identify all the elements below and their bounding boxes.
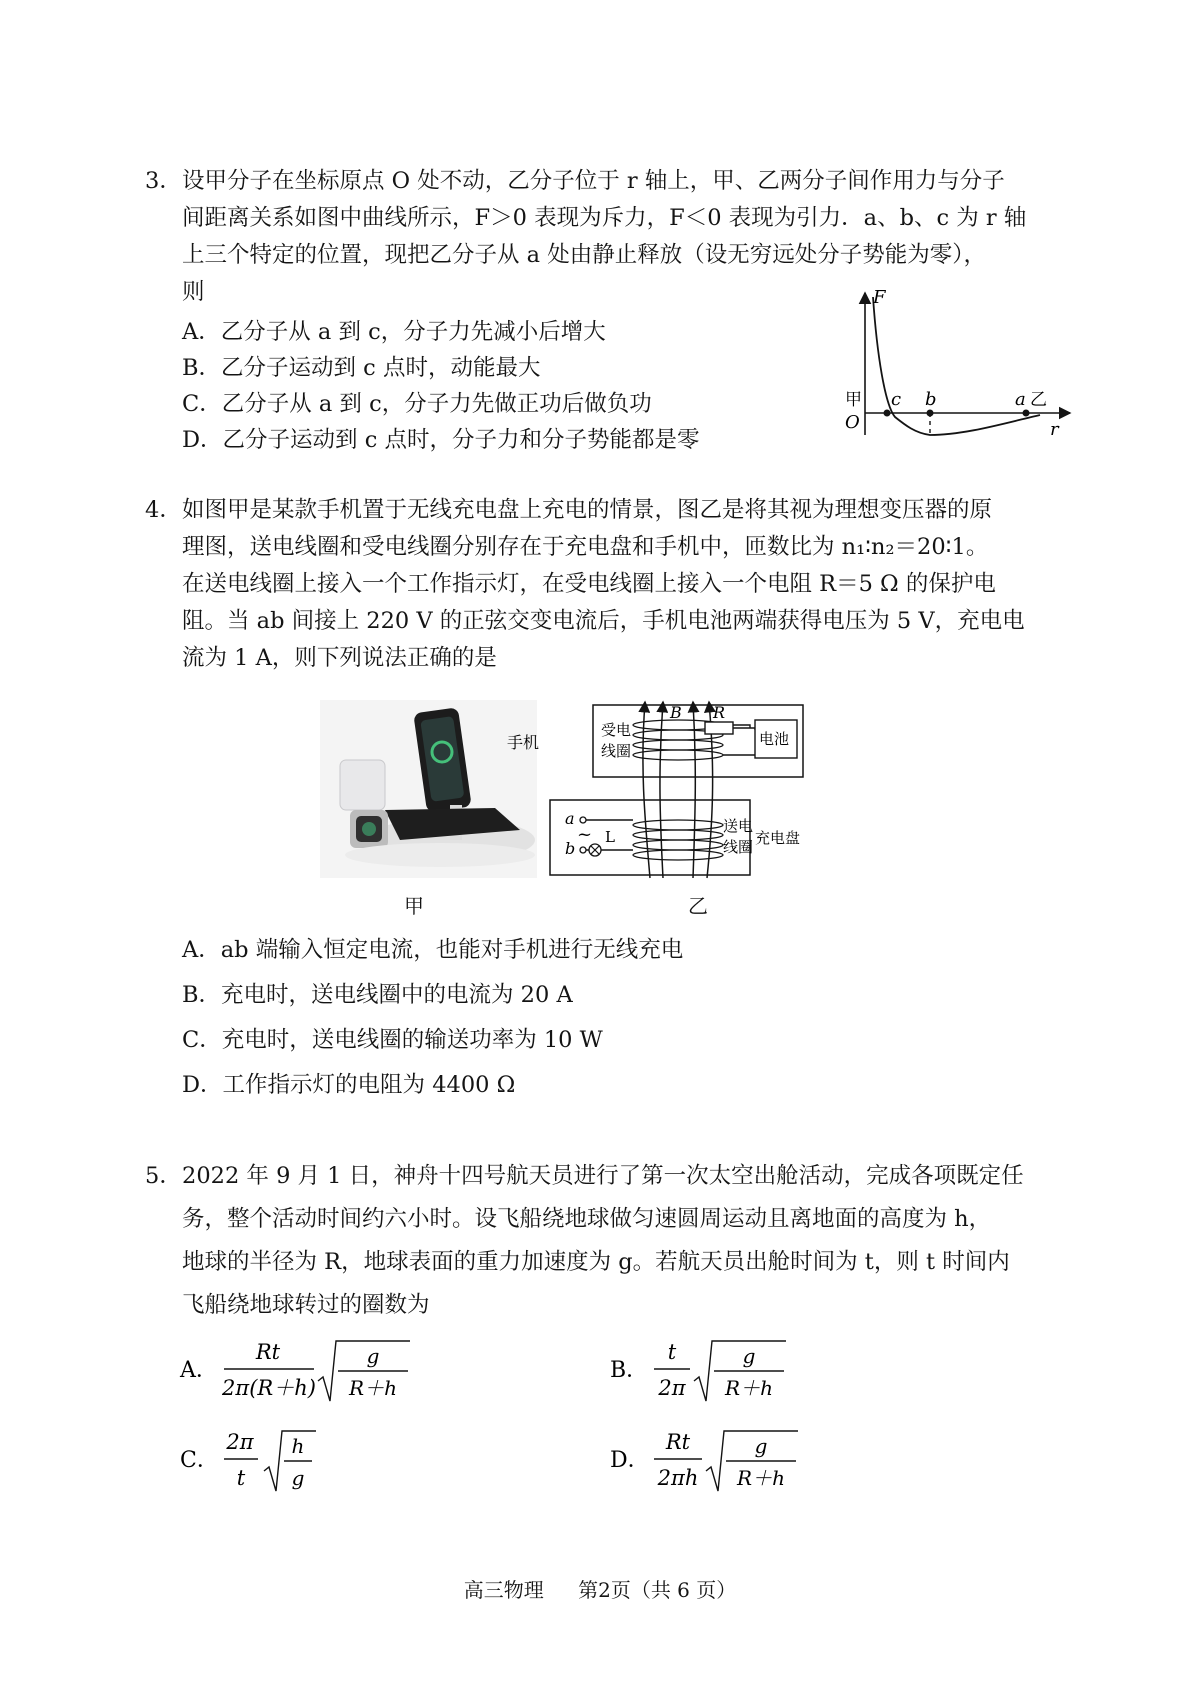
option-d-formula xyxy=(608,1425,828,1495)
battery-label: 电池 xyxy=(759,730,790,748)
terminal-a xyxy=(580,817,586,823)
point-c xyxy=(884,410,891,417)
point-a xyxy=(1023,410,1030,417)
recv-coil-label-2: 线圈 xyxy=(601,742,632,760)
charger-photo xyxy=(320,700,540,878)
stem-line: 如图甲是某款手机置于无线充电盘上充电的情景，图乙是将其视为理想变压器的原 xyxy=(182,497,993,523)
svg-text:2π: 2π xyxy=(658,1376,686,1400)
svg-text:g: g xyxy=(291,1466,305,1490)
svg-text:h: h xyxy=(291,1434,305,1458)
terminal-a-label: a xyxy=(565,809,575,828)
svg-text:Rt: Rt xyxy=(255,1340,281,1364)
resistor xyxy=(705,722,733,734)
r-label: r xyxy=(1050,419,1059,440)
jia-label: 甲 xyxy=(845,390,862,410)
question-number: 4． xyxy=(145,497,182,523)
option-c-formula xyxy=(178,1425,338,1495)
option-a: A．乙分子从 a 到 c，分子力先减小后增大 xyxy=(182,319,606,345)
phone-label: 手机 xyxy=(507,733,540,752)
send-coil-label-2: 线圈 xyxy=(723,838,754,856)
question-4 xyxy=(145,492,1080,677)
svg-text:g: g xyxy=(742,1344,756,1368)
option-b: B．乙分子运动到 c 点时，动能最大 xyxy=(182,355,541,381)
svg-text:2π(R＋h): 2π(R＋h) xyxy=(222,1376,316,1400)
option-d: D．乙分子运动到 c 点时，分子力和分子势能都是零 xyxy=(182,427,700,453)
stem-line: 流为 1 A，则下列说法正确的是 xyxy=(182,645,497,671)
footer-subject: 高三物理 xyxy=(463,1578,544,1602)
force-distance-graph xyxy=(835,285,1075,445)
option-c: C．乙分子从 a 到 c，分子力先做正功后做负功 xyxy=(182,391,652,417)
stem-line: 飞船绕地球转过的圈数为 xyxy=(182,1292,430,1318)
question-number: 5． xyxy=(145,1163,182,1189)
question-5 xyxy=(145,1158,1080,1324)
svg-text:C．: C． xyxy=(180,1448,219,1473)
svg-text:Rt: Rt xyxy=(665,1430,691,1454)
svg-text:t: t xyxy=(236,1466,246,1490)
question-number: 3． xyxy=(145,168,182,194)
page-footer xyxy=(0,1574,1200,1603)
svg-text:2πh: 2πh xyxy=(657,1466,699,1490)
stem-line: 理图，送电线圈和受电线圈分别存在于充电盘和手机中，匝数比为 n₁∶n₂＝20∶1。 xyxy=(182,534,989,560)
option-b-formula xyxy=(608,1335,808,1405)
stem-line: 设甲分子在坐标原点 O 处不动，乙分子位于 r 轴上，甲、乙两分子间作用力与分子 xyxy=(182,168,1005,194)
c-label: c xyxy=(891,389,902,410)
b-label: b xyxy=(925,389,937,410)
option-b: B．充电时，送电线圈中的电流为 20 A xyxy=(182,982,573,1008)
svg-text:R＋h: R＋h xyxy=(349,1376,397,1400)
b-field-label: B xyxy=(670,703,682,722)
option-c: C．充电时，送电线圈的输送功率为 10 W xyxy=(182,1027,603,1053)
origin-label: O xyxy=(845,412,860,433)
option-d: D．工作指示灯的电阻为 4400 Ω xyxy=(182,1072,516,1098)
svg-text:R＋h: R＋h xyxy=(725,1376,773,1400)
field-line xyxy=(693,702,695,878)
point-b xyxy=(927,410,934,417)
svg-text:A．: A． xyxy=(180,1358,218,1383)
svg-text:R＋h: R＋h xyxy=(737,1466,785,1490)
svg-text:B．: B． xyxy=(610,1358,649,1383)
question-stem xyxy=(182,492,1080,677)
f-label: F xyxy=(873,287,886,308)
question-stem xyxy=(182,1158,1080,1324)
stem-line: 地球的半径为 R，地球表面的重力加速度为 g。若航天员出舱时间为 t，则 t 时间内 xyxy=(182,1249,1010,1275)
terminal-b xyxy=(580,847,586,853)
stem-line: 务，整个活动时间约六小时。设飞船绕地球做匀速圆周运动且离地面的高度为 h， xyxy=(182,1206,992,1232)
stem-line: 则 xyxy=(182,279,205,305)
lamp-label: L xyxy=(605,828,615,846)
yi-label: 乙 xyxy=(1030,390,1047,410)
caption-jia: 甲 xyxy=(404,894,424,918)
terminal-b-label: b xyxy=(565,839,576,858)
force-curve xyxy=(873,297,1040,435)
stem-line: 上三个特定的位置，现把乙分子从 a 处由静止释放（设无穷远处分子势能为零）， xyxy=(182,242,986,268)
footer-page-number: 第2页（共 6 页） xyxy=(578,1578,737,1602)
resistor-label: R xyxy=(713,703,726,722)
stem-line: 阻。当 ab 间接上 220 V 的正弦交变电流后，手机电池两端获得电压为 5 V，充电电 xyxy=(182,608,1025,634)
svg-text:g: g xyxy=(754,1434,768,1458)
svg-text:2π: 2π xyxy=(226,1430,254,1454)
ac-symbol: ~ xyxy=(577,824,593,845)
svg-text:t: t xyxy=(667,1340,677,1364)
option-a: A．ab 端输入恒定电流，也能对手机进行无线充电 xyxy=(182,937,684,963)
recv-coil-label-1: 受电 xyxy=(601,721,632,739)
svg-text:g: g xyxy=(366,1344,380,1368)
a-label: a xyxy=(1015,389,1026,410)
caption-yi: 乙 xyxy=(688,894,708,918)
transformer-diagram xyxy=(507,700,825,880)
option-a-formula xyxy=(178,1335,418,1405)
stem-line: 间距离关系如图中曲线所示，F＞0 表现为斥力，F＜0 表现为引力．a、b、c 为 r 轴 xyxy=(182,205,1027,231)
send-coil-label-1: 送电 xyxy=(723,817,754,835)
stem-line: 2022 年 9 月 1 日，神舟十四号航天员进行了第一次太空出舱活动，完成各项既定任 xyxy=(182,1163,1024,1189)
svg-text:D．: D． xyxy=(610,1448,650,1473)
field-line xyxy=(660,702,663,878)
stem-line: 在送电线圈上接入一个工作指示灯，在受电线圈上接入一个电阻 R＝5 Ω 的保护电 xyxy=(182,571,996,597)
pad-label: 充电盘 xyxy=(755,829,801,847)
